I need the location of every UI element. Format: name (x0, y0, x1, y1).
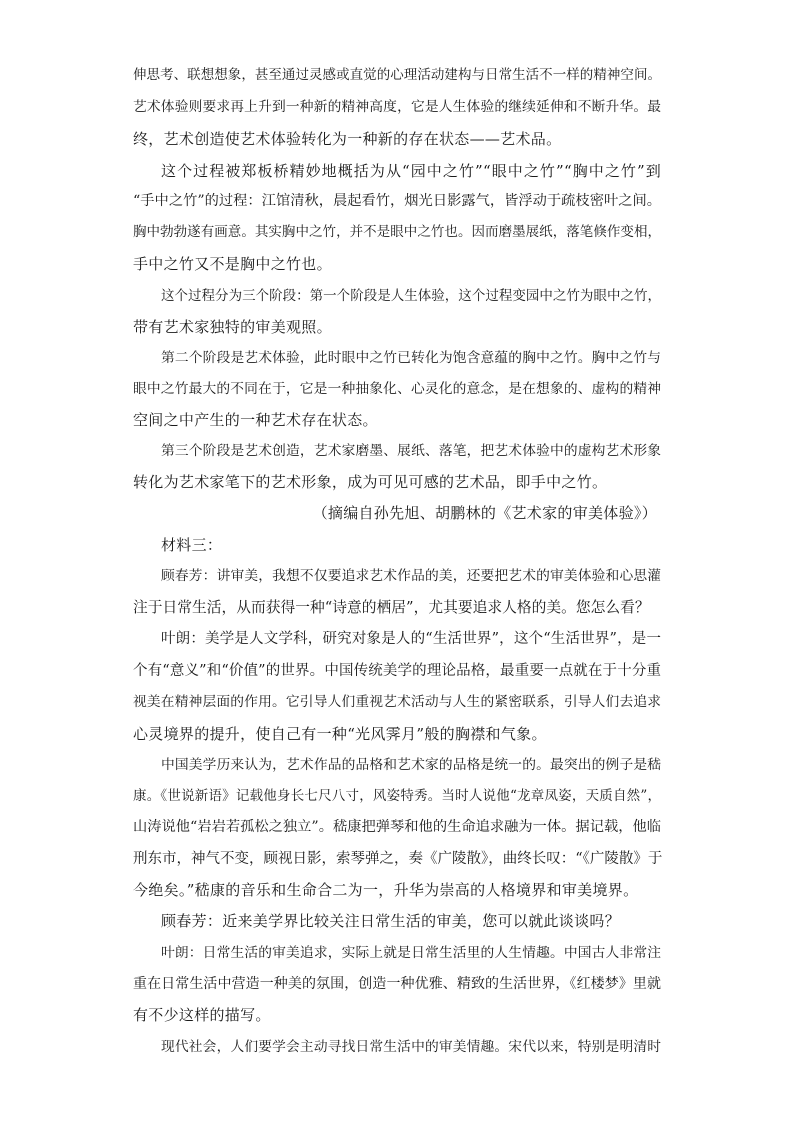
text-line: 第二个阶段是艺术体验，此时眼中之竹已转化为饱含意蕴的胸中之竹。胸中之竹与 (161, 350, 661, 366)
text-line: 今绝矣。”嵇康的音乐和生命合二为一，升华为崇高的人格境界和审美境界。 (133, 881, 639, 899)
text-line: 重在日常生活中营造一种美的氛围，创造一种优雅、精致的生活世界，《红楼梦》里就 (133, 976, 661, 992)
text-line: 现代社会，人们要学会主动寻找日常生活中的审美情趣。宋代以来，特别是明清时 (161, 1039, 661, 1055)
text-line: 叶朗：日常生活的审美追求，实际上就是日常生活里的人生情趣。中国古人非常注 (161, 945, 661, 961)
text-line: 顾春芳：近来美学界比较关注日常生活的审美，您可以就此谈谈吗？ (161, 912, 621, 930)
text-line: 刑东市，神气不变，顾视日影，索琴弹之，奏《广陵散》，曲终长叹：“《广陵散》于 (133, 851, 663, 867)
text-line: 转化为艺术家笔下的艺术形象，成为可见可感的艺术品，即手中之竹。 (133, 473, 608, 491)
text-line: 终，艺术创造使艺术体验转化为一种新的存在状态——艺术品。 (133, 130, 562, 148)
section-heading: 材料三： (161, 536, 223, 554)
text-line: 这个过程被郑板桥精妙地概括为从“园中之竹”“眼中之竹”“胸中之竹”到 (161, 162, 661, 180)
text-line: 视美在精神层面的作用。它引导人们重视艺术活动与人生的紧密联系，引导人们去追求 (133, 694, 661, 710)
text-line: 空间之中产生的一种艺术存在状态。 (133, 411, 378, 429)
text-line: 叶朗：美学是人文学科，研究对象是人的“生活世界”，这个“生活世界”，是一 (161, 631, 661, 647)
text-line: 注于日常生活，从而获得一种“诗意的栖居”，尤其要追求人格的美。您怎么看？ (133, 599, 650, 616)
text-line: 有不少这样的描写。 (133, 1006, 271, 1024)
text-line: 个有“意义”和“价值”的世界。中国传统美学的理论品格，最重要一点就在于十分重 (133, 663, 661, 679)
text-line: 眼中之竹最大的不同在于，它是一种抽象化、心灵化的意念，是在想象的、虚构的精神 (133, 381, 661, 397)
text-line: 中国美学历来认为，艺术作品的品格和艺术家的品格是统一的。最突出的例子是嵇 (161, 757, 661, 773)
text-line: 伸思考、联想想象，甚至通过灵感或直觉的心理活动建构与日常生活不一样的精神空间。 (133, 67, 661, 83)
text-line: 康。《世说新语》记载他身长七尺八寸，风姿特秀。当时人说他“龙章凤姿，天质自然”， (133, 788, 661, 804)
text-line: 带有艺术家独特的审美观照。 (133, 318, 332, 336)
citation: （摘编自孙先旭、胡鹏林的《艺术家的审美体验》） (312, 504, 657, 522)
text-line: 顾春芳：讲审美，我想不仅要追求艺术作品的美，还要把艺术的审美体验和心思灌 (161, 568, 661, 584)
text-line: 这个过程分为三个阶段：第一个阶段是人生体验，这个过程变园中之竹为眼中之竹， (161, 288, 661, 304)
text-line: 第三个阶段是艺术创造，艺术家磨墨、展纸、落笔，把艺术体验中的虚构艺术形象 (161, 443, 661, 459)
text-line: 手中之竹又不是胸中之竹也。 (133, 255, 332, 273)
text-line: “手中之竹”的过程：江馆清秋，晨起看竹，烟光日影露气，皆浮动于疏枝密叶之间。 (133, 193, 661, 209)
text-line: 艺术体验则要求再上升到一种新的精神高度，它是人生体验的继续延伸和不断升华。最 (133, 99, 661, 115)
text-line: 心灵境界的提升，使自己有一种“光风霁月”般的胸襟和气象。 (133, 725, 547, 743)
text-line: 胸中勃勃遂有画意。其实胸中之竹，并不是眼中之竹也。因而磨墨展纸，落笔倏作变相， (133, 224, 661, 240)
text-line: 山涛说他“岩岩若孤松之独立”。嵇康把弹琴和他的生命追求融为一体。据记载，他临 (133, 819, 661, 835)
